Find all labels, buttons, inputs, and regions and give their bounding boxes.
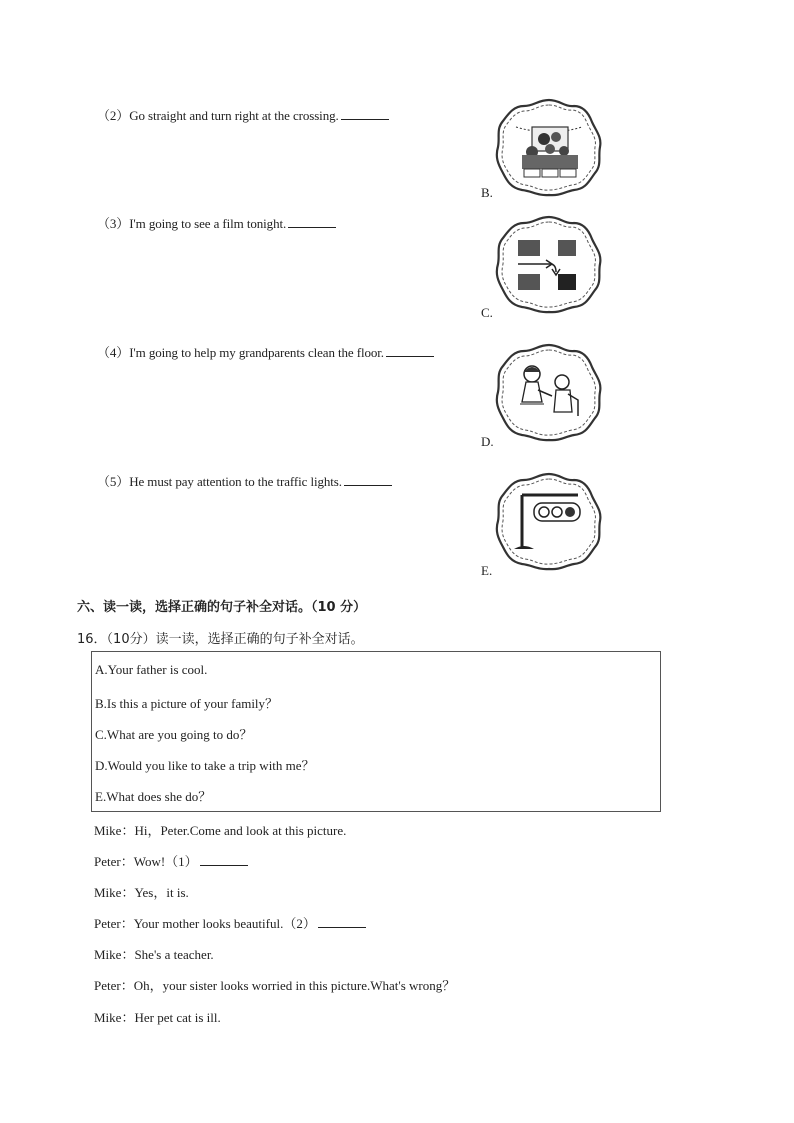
dialogue-line <box>94 913 366 932</box>
option-letter-b: B. <box>481 185 493 200</box>
choice-d: D.Would you like to take a trip with me？ <box>95 758 315 773</box>
question-number: （4） <box>97 345 130 360</box>
speaker: Peter： <box>94 854 134 869</box>
answer-blank[interactable] <box>318 917 366 928</box>
question-2 <box>97 105 389 124</box>
dialogue-text: Oh，your sister looks worried in this picture.What's wrong？ <box>133 978 456 993</box>
dialogue-text: Your mother looks beautiful.（2） <box>133 916 316 931</box>
question-16: 16．（10分）读一读，选择正确的句子补全对话。 <box>77 632 364 647</box>
dialogue-text: Her pet cat is ill. <box>134 1010 221 1025</box>
option-letter-d: D. <box>481 434 494 449</box>
dialogue-text: She's a teacher. <box>134 947 214 962</box>
choices-box <box>91 651 661 812</box>
answer-blank[interactable] <box>341 109 389 120</box>
speaker: Mike： <box>94 823 135 838</box>
answer-blank[interactable] <box>288 217 336 228</box>
dialogue-text: Yes，it is. <box>134 885 189 900</box>
option-letter-c: C. <box>481 305 493 320</box>
choice-c: C.What are you going to do？ <box>95 727 253 742</box>
helping-grandparent-picture <box>494 342 604 442</box>
dialogue-line <box>94 820 346 839</box>
question-4 <box>97 342 434 361</box>
question-text: I'm going to see a film tonight. <box>129 216 287 231</box>
section-title: 六、读一读，选择正确的句子补全对话。（10 分） <box>77 600 367 615</box>
option-letter-e: E. <box>481 563 493 578</box>
dialogue-line <box>94 975 455 994</box>
question-3 <box>97 213 336 232</box>
question-number: （2） <box>97 108 130 123</box>
choice-b: B.Is this a picture of your family？ <box>95 696 279 711</box>
answer-blank[interactable] <box>386 346 434 357</box>
question-text: I'm going to help my grandparents clean the floor. <box>129 345 384 360</box>
dialogue-line <box>94 1007 221 1026</box>
dialogue-text: Wow!（1） <box>133 854 198 869</box>
question-number: （3） <box>97 216 130 231</box>
question-text: Go straight and turn right at the crossing. <box>129 108 339 123</box>
dialogue-line <box>94 851 248 870</box>
question-number: （5） <box>97 474 130 489</box>
speaker: Mike： <box>94 885 135 900</box>
dialogue-line <box>94 944 214 963</box>
speaker: Peter： <box>94 916 134 931</box>
answer-blank[interactable] <box>200 855 248 866</box>
answer-blank[interactable] <box>344 475 392 486</box>
question-5 <box>97 471 392 490</box>
cinema-picture <box>494 97 604 197</box>
choice-a: A.Your father is cool. <box>95 662 208 677</box>
speaker: Mike： <box>94 1010 135 1025</box>
route-map-picture <box>494 214 604 314</box>
speaker: Peter： <box>94 978 134 993</box>
question-text: He must pay attention to the traffic lights. <box>129 474 342 489</box>
dialogue-text: Hi，Peter.Come and look at this picture. <box>134 823 347 838</box>
dialogue-line <box>94 882 189 901</box>
choice-e: E.What does she do？ <box>95 789 212 804</box>
speaker: Mike： <box>94 947 135 962</box>
traffic-light-picture <box>494 471 604 571</box>
